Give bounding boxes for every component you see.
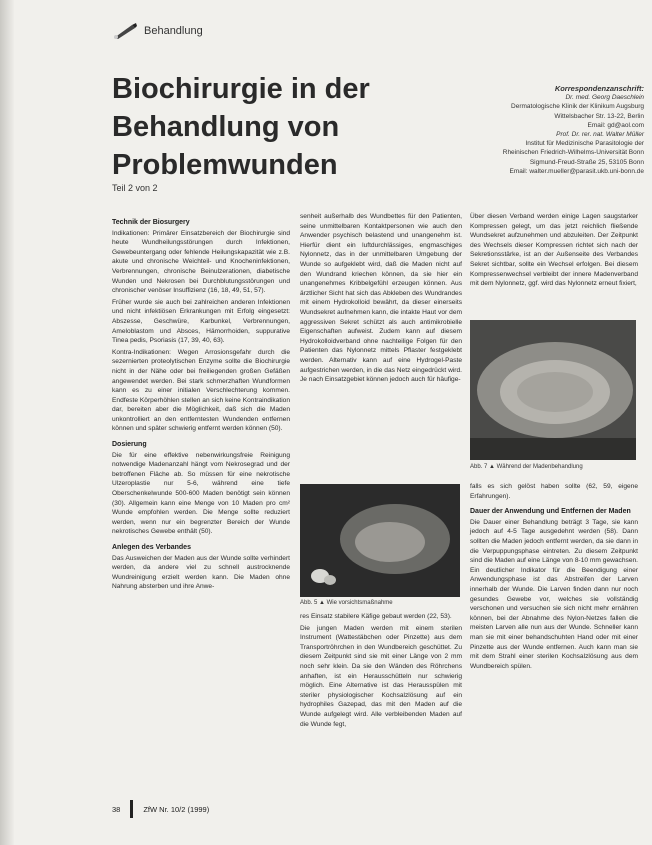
paragraph: senheit außerhalb des Wundbettes für den Patienten, seine unmittelbaren Kontaktpersonen wie auch den Anwender psychisch belastend und unangenehm ist. Hierfür dient ein luftdurchlässiges, engmaschiges Nylonnetz, das in der unmittelbaren Umgebung der Wunde so aufgeklebt wird, daß die Maden nicht auf den Wundrand kriechen können, da sie hier ein unangenehmes Kribbelgefühl erzeugen können. Aus ärztlicher Sicht hat sich das Abkleben des Wundrandes mit einem Hydrokolloid bewährt, da dieser einerseits Wundsekret aufnehmen kann, die intakte Haut vor dem aggressiven Sekret schützt als auch antimikrobielle Eigenschaften aufweist. Zudem kann auf diesem Hydrokolloidverband ohne nachteilige Folgen für den Patienten das Nylonnetz mittels Pflaster festgeklebt werden. Alternativ kann auf eine Hydrogel-Paste aufgestrichen werden, in die das Netz eingedrückt wird. Je nach Einsatzgebiet können jedoch auch für häufige- (300, 213, 463, 384)
article-subtitle: Teil 2 von 2 (112, 183, 158, 193)
paragraph: Die Dauer einer Behandlung beträgt 3 Tage, sie kann jedoch auf 4-5 Tage ausgedehnt werden (58). Dann sollten die Maden jedoch entfernt werden, da sie dann in die Verpuppungsphase eintreten. Zu diesem Zeitpunkt sind die Maden auf eine Länge von 8-10 mm gewachsen. Ein deutlicher Indikator für die Beendigung einer Anwendungsphase ist das Abstreifen der Larven innerhalb der Wunde. Die Larven finden dann nur noch gesundes Gewebe vor, welches sie vollständig verschonen und versuchen sie sich nicht mehr ernähren können, bei der Abnahme des Nylon-Netzes fallen die meisten Larven alle nun aus der Wunde. Schneller kann man sie mit einer behandschuhten Hand oder mit einer Pinzette aus der Wunde entfernen. Auch kann man sie mit dem Strahl einer sterilen Kochsalzlösung aus dem Wundbereich spülen. (470, 518, 638, 670)
paragraph: Kontra-Indikationen: Wegen Arrosionsgefahr durch die sezernierten proteolytischen Enzyme sollte die Biochirurgie nicht in der Nähe oder bei freiliegenden großen Gefäßen angewendet werden. Bei stark schmerzhaften Wundformen kann es zu einer initialen Verschlechterung kommen. Endfeste Körperhöhlen stellen an sich keine Kontraindikation dar, bereiten aber die Möglichkeit, daß sich die Maden unkontrolliert an den entferntesten Wundenden entfernen können und später schwierig entfernt werden können (50). (112, 348, 290, 433)
correspondence-line: Email: gd@aol.com (587, 121, 644, 129)
pen-icon (112, 22, 138, 40)
paragraph: Über diesen Verband werden einige Lagen saugstarker Kompressen gelegt, um das jetzt reichlich fließende Wundsekret aufzunehmen und abzuleiten. Der Zeitpunkt des Wechsels dieser Kompressen richtet sich nach der Sekretionsstärke, ist an der Außenseite des Verbandes Sekret sichtbar, sollte ein Wechsel erfolgen. Bei diesem Kompressenwechsel verbleibt der innere Madenverband mit dem Nylonnetz, ggf. wird das Nylonnetz erneut fixiert, (470, 213, 638, 288)
page-edge-shadow (0, 0, 14, 845)
wound-photo-1 (300, 484, 460, 597)
correspondence-line: Dermatologische Klinik der Klinikum Augsburg (511, 103, 644, 111)
paragraph: Das Ausweichen der Maden aus der Wunde sollte verhindert werden, da andere viel zu schnell austrocknende Wundreinigung erzielt werden kann. Die Maden ohne Nahrung absterben und ihre Anwe- (112, 554, 290, 591)
figure-caption-2: Abb. 7 ▲ Während der Madenbehandlung (470, 464, 583, 470)
section-header (112, 22, 203, 40)
section-heading: Dosierung (112, 441, 147, 449)
correspondence-heading: Korrespondenzanschrift: (554, 84, 644, 93)
paragraph: Indikationen: Primärer Einsatzbereich der Biochirurgie sind heute Wundheilungsstörungen durch Infektionen, Gewebeuntergang oder fehlende Heilungskapazität wie z.B. akute und chronische Weichteil- und Knocheninfektionen, Verbrennungen, chronische Beinulzerationen, diabetische Wunden und Nekrosen bei Durchblutungsstörungen und chronischer venöser Insuffizienz (16, 18, 49, 51, 57). (112, 229, 290, 295)
correspondence-line: Wittelsbacher Str. 13-22, Berlin (554, 112, 644, 120)
correspondence-block (414, 84, 644, 176)
section-heading: Anlegen des Verbandes (112, 544, 191, 551)
correspondence-line: Rheinischen Friedrich-Wilhelms-Universität Bonn (502, 149, 644, 157)
correspondence-name-2: Prof. Dr. rer. nat. Walter Müller (556, 131, 644, 139)
wound-photo-2 (470, 320, 636, 460)
column-2-continued (300, 612, 462, 731)
correspondence-line: Email: walter.mueller@parasit.ukb.uni-bonn.de (509, 167, 644, 175)
paragraph: Die jungen Maden werden mit einem sterilen Instrument (Wattestäbchen oder Pinzette) aus dem Transportröhrchen in den Wundbereich geschüttet. Zu diesem Zeitpunkt sind sie mit einer Länge von 2 mm noch sehr klein. Da sie den Wänden des Röhrchens anhaften, ist ein Herausschütteln nur schwierig möglich. Eine Alternative ist das Herausspülen mit steriler physiologischer Kochsalzlösung auf ein hydrophiles Gazepad, das mit den Maden auf die Wunde aufgelegt wird. Alle verbleibenden Maden auf die Wunde fegt, (300, 624, 462, 728)
correspondence-line: Institut für Medizinische Parasitologie der (525, 140, 644, 148)
paragraph: res Einsatz stabilere Käfige gebaut werden (22, 53). (300, 613, 452, 620)
section-heading: Dauer der Anwendung und Entfernen der Maden (470, 508, 631, 516)
journal-citation: ZfW Nr. 10/2 (1999) (143, 804, 210, 814)
column-2 (300, 212, 462, 387)
paragraph: falls es sich gelöst haben sollte (62, 59, eigene Erfahrungen). (470, 483, 638, 500)
page-number: 38 (112, 804, 121, 814)
section-label: Behandlung (144, 25, 203, 37)
figure-caption-1: Abb. 5 ▲ Wie vorsichtsmaßnahme (300, 600, 393, 606)
column-3 (470, 212, 638, 291)
footer-bar (130, 800, 133, 818)
correspondence-line: Sigmund-Freud-Straße 25, 53105 Bonn (529, 158, 644, 166)
paragraph: Früher wurde sie auch bei zahlreichen anderen Infektionen und nicht infektiösen Erkrankungen mit Erfolg eingesetzt: Abszesse, Geschwüre, Karbunkel, Verbrennungen, Ameloblastom und Absces, Hämorrhoiden, suppurative Tinea pedis, Psoriasis (17, 39, 40, 63). (112, 298, 290, 345)
article-title: Biochirurgie in der Behandlung von Problemwunden (112, 73, 370, 181)
page-footer (112, 800, 209, 818)
column-3-continued (470, 482, 638, 673)
section-heading: Technik der Biosurgery (112, 219, 190, 226)
correspondence-name-1: Dr. med. Georg Daeschlein (565, 94, 644, 102)
column-1 (112, 212, 290, 594)
paragraph: Die für eine effektive nebenwirkungsfreie Reinigung notwendige Madenanzahl hängt vom Nekrosegrad und der betroffenen Fläche ab. So müssen für eine nekrotische Ulzeroplastie nur 5-6, während eine tiefe Oberschenkelwunde 500-600 Maden benötigt sein können (30). Allgemein kann eine Menge von 10 Maden pro cm² Wunde empfohlen werden. Die Menge sollte reduziert werden, wenn nur ein begrenzter Bereich der Wunde nekrotisches Gewebe enthält (50). (112, 451, 290, 536)
